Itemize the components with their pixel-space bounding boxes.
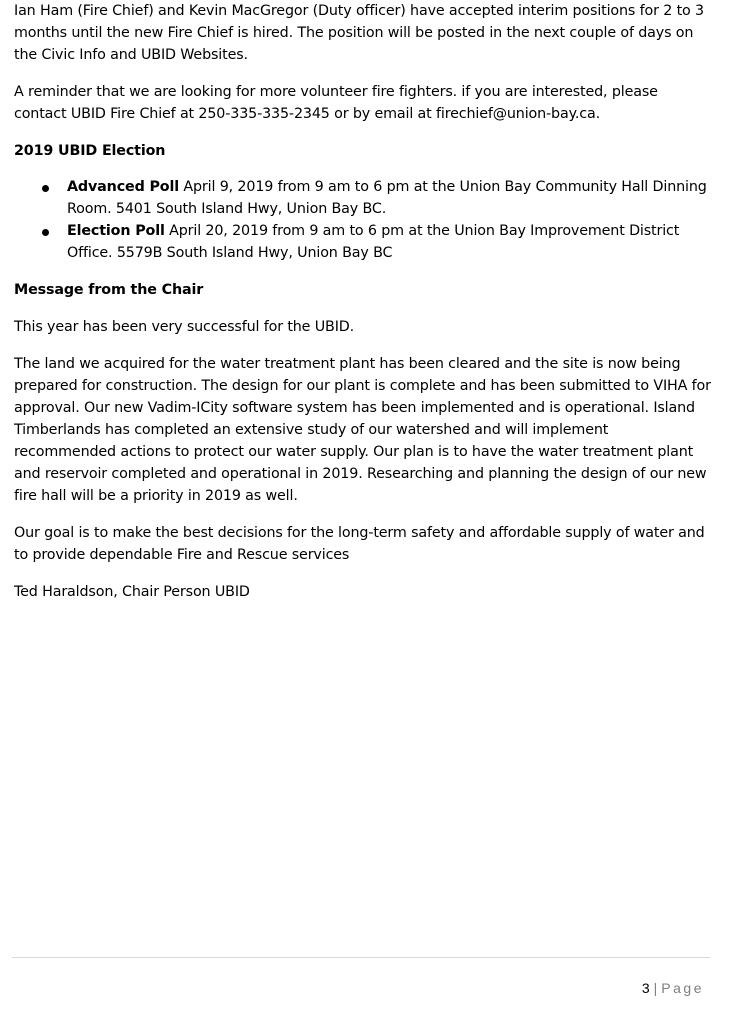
volunteer-reminder-paragraph: A reminder that we are looking for more volunteer fire fighters. if you are interested, please contact UBID Fire Chief at 250-335-335-2345 or by email at firechief@union-bay.ca. [14, 84, 658, 122]
chair-paragraph-3: Our goal is to make the best decisions for the long-term safety and affordable supply of water and to provide dependable Fire and Rescue services [14, 525, 705, 563]
election-list [14, 176, 714, 264]
page-content [14, 0, 714, 603]
footer-divider [12, 957, 710, 958]
list-item-advanced-poll [14, 176, 714, 220]
chair-message-heading: Message from the Chair [14, 282, 204, 298]
bullet-icon [42, 229, 49, 236]
chair-signature: Ted Haraldson, Chair Person UBID [14, 584, 250, 600]
interim-positions-paragraph: Ian Ham (Fire Chief) and Kevin MacGregor (Duty officer) have accepted interim positions for 2 to 3 months until the new Fire Chief is hired. The position will be posted in the next couple of days on the Civic Info and UBID Websites. [14, 3, 704, 63]
advanced-poll-label: Advanced Poll [67, 179, 179, 195]
footer-separator: | [653, 980, 658, 996]
election-poll-label: Election Poll [67, 223, 165, 239]
page-footer [642, 980, 704, 996]
election-poll-text: April 20, 2019 from 9 am to 6 pm at the Union Bay Improvement District Office. 5579B South Island Hwy, Union Bay BC [67, 223, 680, 261]
bullet-icon [42, 185, 49, 192]
chair-paragraph-2: The land we acquired for the water treatment plant has been cleared and the site is now being prepared for construction. The design for our plant is complete and has been submitted to VIHA for approval. Our new Vadim-ICity software system has been implemented and is operational. Island Timberlands has completed an extensive study of our watershed and will implement recommended actions to protect our water supply. Our plan is to have the water treatment plant and reservoir completed and operational in 2019. Researching and planning the design of our new fire hall will be a priority in 2019 as well. [14, 356, 711, 504]
advanced-poll-text: April 9, 2019 from 9 am to 6 pm at the Union Bay Community Hall Dinning Room. 5401 South Island Hwy, Union Bay BC. [67, 179, 707, 217]
page-word: Page [661, 980, 704, 996]
list-item-election-poll [14, 220, 714, 264]
election-heading: 2019 UBID Election [14, 143, 166, 159]
chair-paragraph-1: This year has been very successful for the UBID. [14, 319, 355, 335]
page-number: 3 [641, 980, 650, 996]
